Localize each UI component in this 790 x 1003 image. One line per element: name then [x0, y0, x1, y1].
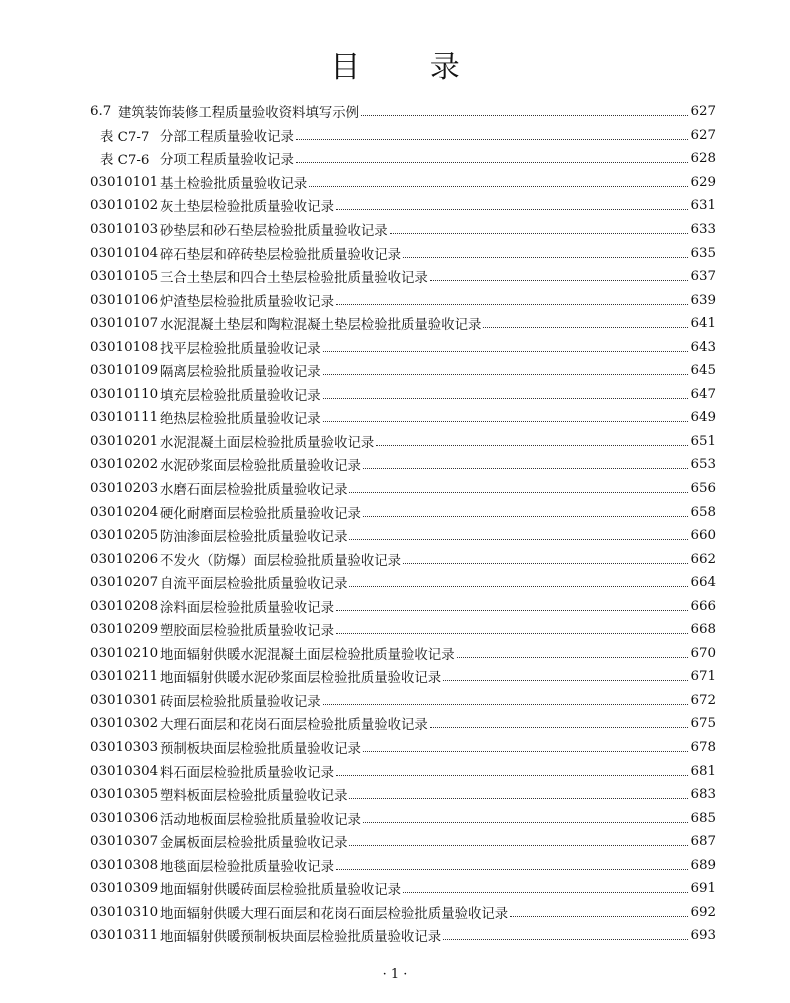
toc-entry-title: 地面辐射供暖水泥混凝土面层检验批质量验收记录 — [160, 647, 455, 663]
dot-leader — [336, 869, 688, 870]
toc-entry-code: 03010204 — [90, 504, 159, 520]
toc-entry[interactable] — [90, 524, 716, 548]
toc-entry[interactable] — [90, 594, 716, 618]
toc-entry[interactable] — [90, 241, 716, 265]
toc-entry-code: 03010304 — [90, 763, 159, 779]
toc-entry-page: 653 — [690, 457, 716, 473]
dot-leader — [349, 539, 688, 540]
page-title: 目 录 — [330, 50, 490, 86]
toc-entry[interactable] — [90, 571, 716, 595]
dot-leader — [483, 327, 688, 328]
toc-entry-code: 03010105 — [90, 269, 159, 285]
toc-entry-page: 660 — [690, 528, 716, 544]
toc-entry-code: 03010104 — [90, 245, 159, 261]
table-of-contents — [90, 100, 716, 948]
toc-entry-code: 03010309 — [90, 881, 159, 897]
toc-entry[interactable] — [90, 288, 716, 312]
toc-entry-code: 03010110 — [90, 386, 159, 402]
toc-entry-title: 金属板面层检验批质量验收记录 — [160, 836, 348, 852]
toc-entry-code: 03010202 — [90, 457, 159, 473]
toc-entry-title: 分项工程质量验收记录 — [160, 153, 294, 169]
toc-entry[interactable] — [90, 830, 716, 854]
toc-entry[interactable] — [90, 759, 716, 783]
toc-entry-code: 03010206 — [90, 551, 159, 567]
toc-entry-title: 硬化耐磨面层检验批质量验收记录 — [160, 506, 361, 522]
toc-entry-code: 03010106 — [90, 292, 159, 308]
dot-leader — [430, 280, 688, 281]
toc-entry-page: 681 — [690, 763, 716, 779]
toc-entry-page: 678 — [690, 740, 716, 756]
dot-leader — [403, 892, 688, 893]
toc-entry[interactable] — [90, 430, 716, 454]
toc-entry[interactable] — [90, 406, 716, 430]
toc-entry-page: 639 — [690, 292, 716, 308]
toc-entry-page: 656 — [690, 481, 716, 497]
dot-leader — [323, 704, 688, 705]
toc-entry[interactable] — [90, 265, 716, 289]
toc-entry-title: 活动地板面层检验批质量验收记录 — [160, 812, 361, 828]
toc-entry-title: 自流平面层检验批质量验收记录 — [160, 577, 348, 593]
toc-entry-title: 预制板块面层检验批质量验收记录 — [160, 742, 361, 758]
toc-entry-code: 03010109 — [90, 363, 159, 379]
toc-entry-page: 683 — [690, 787, 716, 803]
toc-entry[interactable] — [90, 312, 716, 336]
toc-entry[interactable] — [90, 171, 716, 195]
toc-entry-title: 地面辐射供暖砖面层检验批质量验收记录 — [160, 883, 402, 899]
toc-entry[interactable] — [90, 147, 716, 171]
toc-entry-title: 水泥混凝土垫层和陶粒混凝土垫层检验批质量验收记录 — [160, 318, 482, 334]
toc-entry-title: 料石面层检验批质量验收记录 — [160, 765, 335, 781]
toc-entry-page: 668 — [690, 622, 716, 638]
toc-entry[interactable] — [90, 924, 716, 948]
dot-leader — [349, 845, 688, 846]
toc-entry-code: 03010205 — [90, 528, 159, 544]
toc-entry[interactable] — [90, 854, 716, 878]
toc-entry-code: 03010201 — [90, 433, 159, 449]
toc-entry-title: 防油渗面层检验批质量验收记录 — [160, 530, 348, 546]
toc-entry-code: 03010307 — [90, 834, 159, 850]
toc-entry-page: 627 — [690, 127, 716, 143]
toc-entry[interactable] — [90, 665, 716, 689]
toc-entry-title: 灰土垫层检验批质量验收记录 — [160, 200, 335, 216]
toc-entry-page: 671 — [690, 669, 716, 685]
dot-leader — [323, 351, 688, 352]
toc-entry-title: 塑料板面层检验批质量验收记录 — [160, 789, 348, 805]
toc-entry[interactable] — [90, 736, 716, 760]
toc-entry-page: 685 — [690, 810, 716, 826]
toc-entry-code: 03010203 — [90, 481, 159, 497]
toc-entry-title: 不发火（防爆）面层检验批质量验收记录 — [160, 553, 402, 569]
toc-entry-code: 03010102 — [90, 198, 159, 214]
toc-entry-code: 03010101 — [90, 174, 159, 190]
toc-entry-code: 03010302 — [90, 716, 159, 732]
toc-entry-code: 表 C7-7 — [100, 129, 150, 145]
dot-leader — [443, 939, 688, 940]
toc-entry-title: 找平层检验批质量验收记录 — [160, 341, 321, 357]
toc-entry-title: 地毯面层检验批质量验收记录 — [160, 859, 335, 875]
toc-entry-code: 6.7 — [90, 104, 112, 120]
toc-entry-page: 633 — [690, 222, 716, 237]
toc-entry-page: 666 — [690, 598, 716, 614]
dot-leader — [443, 680, 688, 681]
toc-entry-title: 填充层检验批质量验收记录 — [160, 388, 321, 404]
dot-leader — [390, 233, 688, 234]
dot-leader — [336, 304, 688, 305]
toc-entry-title: 水泥混凝土面层检验批质量验收记录 — [160, 435, 375, 451]
toc-entry-title: 地面辐射供暖预制板块面层检验批质量验收记录 — [160, 930, 442, 946]
toc-entry-page: 631 — [690, 198, 716, 214]
toc-entry-title: 砂垫层和砂石垫层检验批质量验收记录 — [160, 224, 388, 239]
dot-leader — [323, 398, 688, 399]
dot-leader — [363, 468, 688, 469]
toc-entry-code: 03010207 — [90, 575, 159, 591]
toc-entry-title: 砖面层检验批质量验收记录 — [160, 694, 321, 710]
toc-entry-title: 隔离层检验批质量验收记录 — [160, 365, 321, 381]
toc-entry-code: 03010301 — [90, 692, 159, 708]
dot-leader — [457, 657, 688, 658]
toc-entry-page: 649 — [690, 410, 716, 426]
toc-entry[interactable] — [90, 783, 716, 807]
toc-entry-code: 03010311 — [90, 928, 159, 944]
toc-entry-page: 664 — [690, 575, 716, 591]
toc-entry-code: 03010305 — [90, 787, 159, 803]
toc-entry[interactable] — [90, 359, 716, 383]
toc-entry[interactable] — [90, 335, 716, 359]
toc-entry-code: 03010208 — [90, 598, 159, 614]
toc-entry[interactable] — [90, 547, 716, 571]
toc-entry-page: 687 — [690, 834, 716, 850]
toc-entry[interactable] — [90, 100, 716, 124]
toc-entry-page: 627 — [690, 104, 716, 120]
dot-leader — [403, 257, 688, 258]
dot-leader — [336, 775, 688, 776]
toc-entry-code: 03010310 — [90, 904, 159, 920]
dot-leader — [296, 139, 688, 140]
toc-entry-page: 645 — [690, 363, 716, 379]
dot-leader — [296, 162, 688, 163]
dot-leader — [376, 445, 688, 446]
toc-entry-page: 662 — [690, 551, 716, 567]
toc-entry-title: 涂料面层检验批质量验收记录 — [160, 600, 335, 616]
toc-entry-code: 03010308 — [90, 857, 159, 873]
toc-entry-code: 03010108 — [90, 339, 159, 355]
toc-entry[interactable] — [90, 642, 716, 666]
dot-leader — [363, 822, 688, 823]
toc-entry-title: 绝热层检验批质量验收记录 — [160, 412, 321, 428]
toc-entry[interactable] — [90, 877, 716, 901]
toc-entry-code: 03010103 — [90, 222, 159, 237]
toc-entry-page: 629 — [690, 174, 716, 190]
toc-entry[interactable] — [90, 124, 716, 148]
dot-leader — [323, 374, 688, 375]
page-number-footer: · 1 · — [382, 967, 408, 982]
toc-entry-page: 637 — [690, 269, 716, 285]
toc-entry-title: 三合土垫层和四合土垫层检验批质量验收记录 — [160, 271, 428, 287]
toc-entry-page: 628 — [690, 151, 716, 167]
toc-entry-code: 03010107 — [90, 316, 159, 332]
toc-entry-page: 635 — [690, 245, 716, 261]
dot-leader — [336, 610, 688, 611]
toc-entry-code: 03010211 — [90, 669, 159, 685]
toc-entry-title: 炉渣垫层检验批质量验收记录 — [160, 294, 335, 310]
toc-entry-title: 地面辐射供暖水泥砂浆面层检验批质量验收记录 — [160, 671, 442, 687]
toc-entry-page: 675 — [690, 716, 716, 732]
toc-entry-code: 03010306 — [90, 810, 159, 826]
toc-entry-code: 表 C7-6 — [100, 153, 150, 169]
toc-entry-title: 大理石面层和花岗石面层检验批质量验收记录 — [160, 718, 428, 734]
dot-leader — [349, 798, 688, 799]
toc-entry-code: 03010209 — [90, 622, 159, 638]
dot-leader — [349, 586, 688, 587]
toc-entry[interactable] — [90, 500, 716, 524]
dot-leader — [363, 751, 688, 752]
toc-entry-page: 641 — [690, 316, 716, 332]
toc-entry-title: 分部工程质量验收记录 — [160, 129, 294, 145]
toc-entry-page: 692 — [690, 904, 716, 920]
toc-entry-title: 地面辐射供暖大理石面层和花岗石面层检验批质量验收记录 — [160, 906, 509, 922]
toc-entry-title: 碎石垫层和碎砖垫层检验批质量验收记录 — [160, 247, 402, 263]
toc-entry-page: 658 — [690, 504, 716, 520]
toc-entry-page: 672 — [690, 692, 716, 708]
toc-entry-title: 水泥砂浆面层检验批质量验收记录 — [160, 459, 361, 475]
toc-entry-page: 693 — [690, 928, 716, 944]
dot-leader — [309, 186, 688, 187]
toc-entry-code: 03010111 — [90, 410, 159, 426]
dot-leader — [336, 209, 688, 210]
toc-entry-page: 691 — [690, 881, 716, 897]
toc-entry-code: 03010210 — [90, 645, 159, 661]
dot-leader — [430, 727, 688, 728]
toc-entry-title: 塑胶面层检验批质量验收记录 — [160, 624, 335, 640]
toc-entry-page: 651 — [690, 433, 716, 449]
toc-entry-title: 水磨石面层检验批质量验收记录 — [160, 483, 348, 499]
dot-leader — [336, 633, 688, 634]
toc-entry[interactable] — [90, 218, 716, 242]
toc-entry-title: 基土检验批质量验收记录 — [160, 176, 308, 192]
dot-leader — [363, 516, 688, 517]
toc-entry[interactable] — [90, 194, 716, 218]
dot-leader — [403, 563, 688, 564]
toc-entry[interactable] — [90, 901, 716, 925]
toc-entry-page: 670 — [690, 645, 716, 661]
toc-entry[interactable] — [90, 618, 716, 642]
toc-entry[interactable] — [90, 689, 716, 713]
toc-entry-page: 647 — [690, 386, 716, 402]
toc-entry-page: 643 — [690, 339, 716, 355]
toc-entry[interactable] — [90, 383, 716, 407]
dot-leader — [510, 916, 688, 917]
toc-entry[interactable] — [90, 712, 716, 736]
toc-entry-code: 03010303 — [90, 740, 159, 756]
dot-leader — [349, 492, 688, 493]
toc-entry-page: 689 — [690, 857, 716, 873]
dot-leader — [323, 421, 688, 422]
toc-entry-title: 建筑装饰装修工程质量验收资料填写示例 — [118, 106, 360, 122]
dot-leader — [361, 115, 688, 116]
toc-entry[interactable] — [90, 453, 716, 477]
toc-entry[interactable] — [90, 477, 716, 501]
toc-entry[interactable] — [90, 806, 716, 830]
